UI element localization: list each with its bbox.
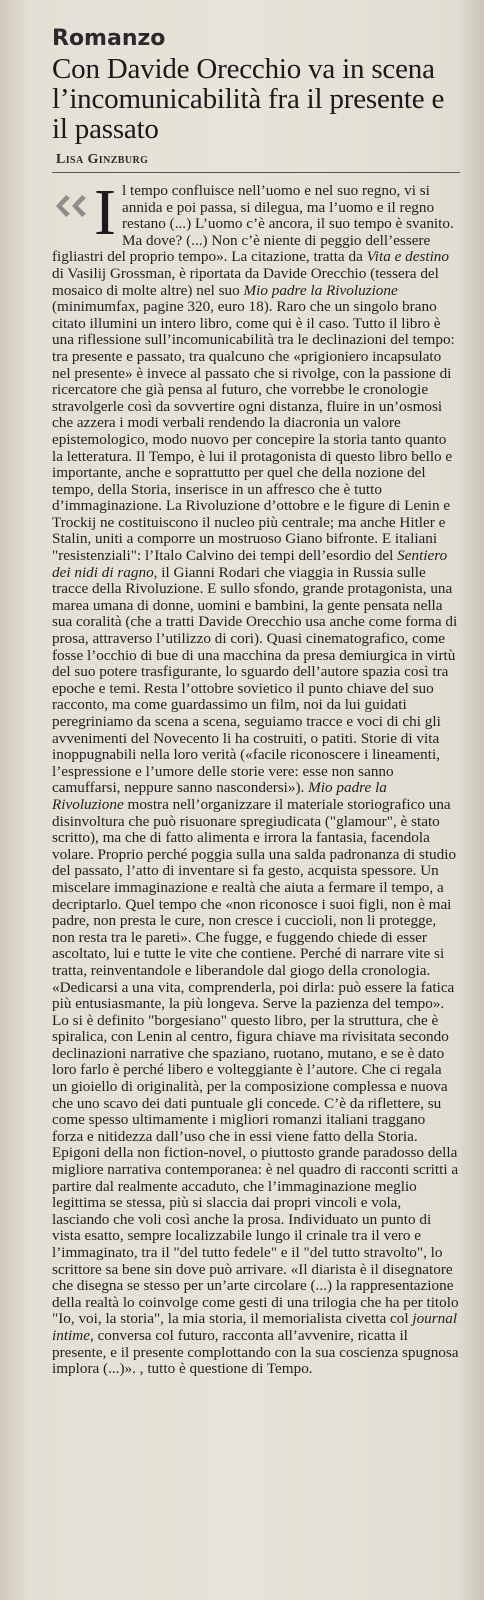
- body-run: (minimumfax, pagine 320, euro 18). Raro che un singolo brano citato illumini un intero libro, come qui è il caso. Tutto il libro è una riflessione sull’incomunicabilità tra le declinazioni del tempo: tra presente e passato, tra qualcuno che «prigioniero incapsulato nel presente» è invece al passato che si rivolge, con la passione di ricercatore che già pensa al futuro, che vorrebbe le cronologie stravolgerle così da sovvertire ogni distanza, fluire in un’osmosi che azzera i modi verbali rendendo la diacronia un valore epistemologico, modo nuovo per concepire la storia tanto quanto la letteratura. Il Tempo, è lui il protagonista di questo libro bello e importante, anche e soprattutto per quel che della nozione del tempo, della Storia, inserisce in un affresco che è tutto d’immaginazione. La Rivoluzione d’ottobre e le figure di Lenin e Trockij ne costituiscono il nucleo più centrale; ma anche Hitler e Stalin, uniti a comporre un mostruoso Giano bifronte. E italiani "resistenziali": l’Italo Calvino dei tempi dell’esordio del: [52, 298, 455, 565]
- quote-mark-icon: [52, 191, 92, 221]
- author-byline: Lisa Ginzburg: [56, 152, 149, 167]
- body-run: , il Gianni Rodari che viaggia in Russia sulle tracce della Rivoluzione. E sullo sfondo, grande protagonista, una marea umana di donne, uomini e bambini, la gente pensata nella sua coralità (che a tratti Davide Orecchio usa anche come forma di prosa, attraverso l’utilizzo di cori). Quasi cinematografico, come fosse l’occhio di bue di una macchina da presa demiurgica in virtù del suo potere trasfigurante, lo sguardo dell’autore spazia così tra epoche e temi. Resta l’ottobre sovietico il punto chiave del suo racconto, ma come guardassimo un film, noi da lui guidati peregriniamo da scena a scena, seguiamo tracce e voci di chi gli avvenimenti del Novecento li ha costruiti, o patiti. Storie di vita inoppugnabili nella loro verità («facile riconoscere i lineamenti, l’espressione e l’umore delle storie vere: esse non sanno camuffarsi, neppure sanno nascondersi»).: [52, 563, 458, 797]
- drop-cap: I: [94, 176, 116, 249]
- italic-title: Vita e destino: [366, 248, 449, 266]
- body-run: mostra nell’organizzare il materiale storiografico una disinvoltura che può risuonare spregiudicata ("glamour", è stato scritto), ma che di fatto alimenta e irrora la fantasia, facendola volare. Proprio perché poggia sulla una salda padronanza di studio del passato, l’atto di inventare si fa gesto, acquista spessore. Un miscelare immaginazione e realtà che aiuta a fermare il tempo, a decriptarlo. Quel tempo che «non riconosce i suoi figli, non è mai padre, non presta le cure, non cresce i cuccioli, non li protegge, non resta tra le pareti». Che fugge, e fuggendo chiede di esser ascoltato, lui e tutte le vite che contiene. Perché di narrare vite si tratta, reinventandole e liberandole dal giogo della cronologia. «Dedicarsi a una vita, comprenderla, poi dirla: può essere la fatica più entusiasmante, la più longeva. Serve la pazienza del tempo». Lo si è definito "borgesiano" questo libro, per la struttura, che è spiralica, con Lenin al centro, figura chiave ma rivisitata secondo declinazioni narrative che spaziano, ruotano, mutano, e se è dato loro farlo è perché libero e volteggiante è l’autore. Che ci regala un gioiello di originalità, per la composizione complessa e nuova che uno scavo dei dati puntuale gli concede. C’è da riflettere, su come spesso ultimamente i migliori romanzi italiani traggano forza e nitidezza dall’uso che in essi viene fatto della Storia. Epigoni della non fiction-novel, o piuttosto grande paradosso della migliore narrativa contemporanea: è nel quadro di racconti scritti a partire dal realmente accaduto, che l’immaginazione meglio legittima se stessa, più si slaccia dai propri vincoli e vola, lasciando che voli così anche la prosa. Individuato un punto di vista esatto, sempre localizzabile lungo il crinale tra il vero e l’immaginato, tra il "del tutto fedele" e il "del tutto stravolto", lo scrittore sa bene sin dove può arrivare. «Il diarista è il disegnatore che disegna se stesso per un’arte circolare (...) la rappresentazione della realtà lo coinvolge come gesti di una trilogia che ha per titolo "Io, voi, la storia", la mia storia, il memorialista civetta col: [52, 795, 459, 1328]
- body-run: , conversa col futuro, racconta all’avvenire, ricatta il presente, e il presente complottando con la sua coscienza spugnosa implora (...)». , tutto è questione di Tempo.: [52, 1326, 459, 1378]
- article-body: [52, 176, 460, 1378]
- italic-title: Mio padre la Rivoluzione: [52, 779, 387, 813]
- italic-title: Mio padre la Rivoluzione: [243, 281, 398, 299]
- section-kicker: Romanzo: [52, 26, 166, 51]
- body-run: l tempo confluisce nell’uomo e nel suo regno, vi si annida e poi passa, si dilegua, ma l’uomo e il regno restano (...) L’uomo c’è ancora, il suo tempo è svanito. Ma dove? (...) Non c’è niente di peggio dell’essere figliastri del proprio tempo». La citazione, tratta da: [52, 182, 454, 266]
- article-headline: Con Davide Orecchio va in scena l’incomunicabilità fra il presente e il passato: [52, 53, 445, 145]
- article-body-text: [52, 176, 460, 1378]
- byline-rule: [52, 172, 460, 173]
- body-run: di Vasilij Grossman, è riportata da Davide Orecchio (tessera del mosaico di molte altre) nel suo: [52, 264, 439, 299]
- italic-title: journal intime: [52, 1310, 458, 1344]
- italic-title: Sentiero dei nidi di ragno: [52, 547, 448, 581]
